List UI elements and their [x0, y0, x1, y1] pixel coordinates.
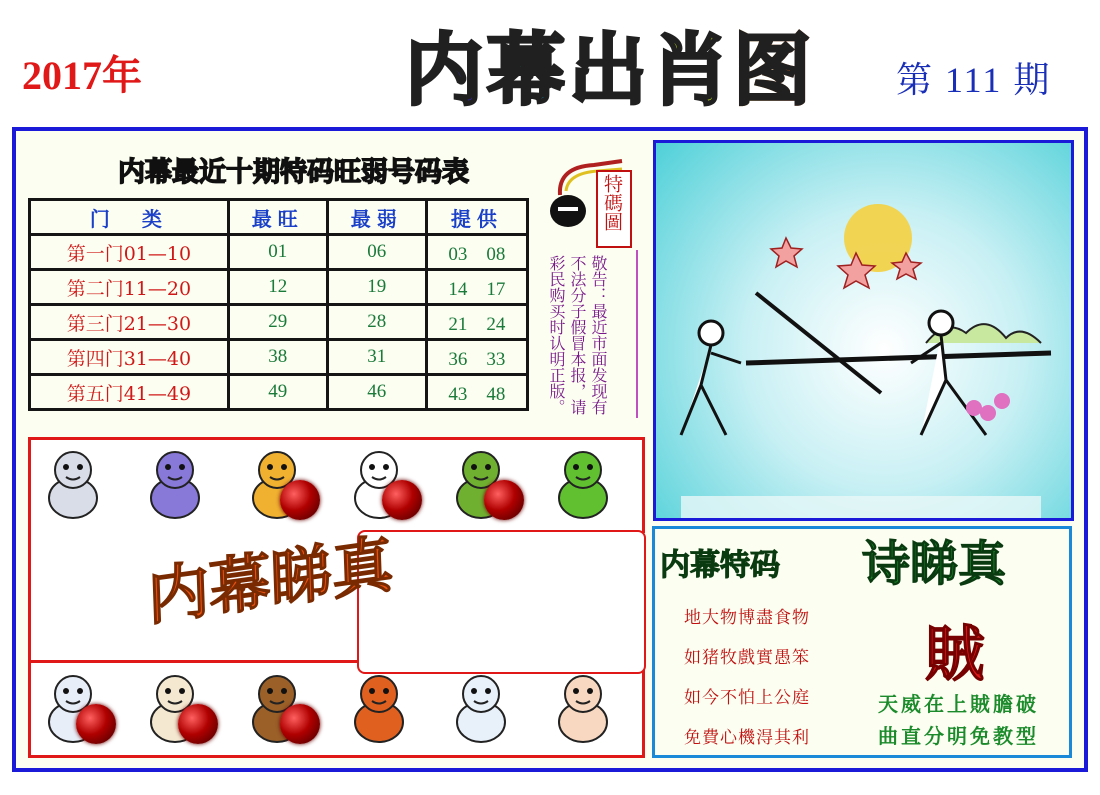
year-label: 2017年: [22, 53, 142, 98]
hot-cell: 49: [228, 375, 327, 410]
stamp-text: 特碼圖: [601, 174, 623, 231]
notice-divider: [636, 250, 638, 418]
title-char-3: 出: [569, 26, 648, 116]
notice-text: 敬告：最近市面发现有不法分子假冒本报，请彩民购买时认明正版。: [547, 255, 608, 415]
hot-cell: 12: [228, 270, 327, 305]
title-char-1: 内: [405, 26, 484, 116]
poem-line: 免費心機淂其利: [684, 728, 810, 748]
poem-line: 如今不怕上公庭: [684, 688, 810, 708]
cold-cell: 46: [327, 375, 426, 410]
table-row: [30, 340, 528, 375]
cold-cell: 06: [327, 235, 426, 270]
table-row: [30, 305, 528, 340]
mark-ball-icon: [76, 704, 116, 744]
hot-cell: 01: [228, 235, 327, 270]
door-cell: 第五门41—49: [30, 375, 229, 410]
hot-cell: 29: [228, 305, 327, 340]
hot-cold-table: [28, 198, 529, 411]
col-header-provide: 提供: [426, 200, 527, 235]
provide-cell: 43 48: [426, 375, 527, 410]
title-char-4: 肖: [651, 26, 730, 116]
table-row: [30, 375, 528, 410]
title-char-5: 图: [733, 26, 812, 116]
snake-icon: [546, 442, 620, 524]
inside-view-title: 内幕睇真: [146, 526, 395, 635]
table-row: [30, 270, 528, 305]
provide-cell: 14 17: [426, 270, 527, 305]
hint-line: 曲直分明免教型: [878, 724, 1039, 748]
col-header-hot: 最旺: [228, 200, 327, 235]
rooster-icon: [342, 666, 416, 748]
poem-title-small: 内幕特码: [660, 548, 780, 583]
door-cell: 第一门01—10: [30, 235, 229, 270]
provide-cell: 36 33: [426, 340, 527, 375]
mark-ball-icon: [280, 480, 320, 520]
cold-cell: 31: [327, 340, 426, 375]
table-row: [30, 235, 528, 270]
middle-blank-box: [357, 530, 646, 674]
cold-cell: 19: [327, 270, 426, 305]
poem-answer: 賊: [925, 620, 985, 690]
rat-icon: [36, 442, 110, 524]
two-people-carrying-pole-illustration: [656, 143, 1071, 518]
provide-cell: 21 24: [426, 305, 527, 340]
dog-icon: [444, 666, 518, 748]
poem-line: 地大物博盡食物: [684, 608, 810, 628]
bottom-animals-container: [36, 664, 636, 750]
door-cell: 第三门21—30: [30, 305, 229, 340]
provide-cell: 03 08: [426, 235, 527, 270]
hint-line: 天威在上賊膽破: [878, 692, 1039, 716]
poem-title-big: 诗睇真: [862, 536, 1007, 592]
main-title: [405, 26, 811, 116]
poem-line: 如猪牧戲實愚笨: [684, 648, 810, 668]
mark-ball-icon: [382, 480, 422, 520]
title-char-2: 幕: [487, 26, 566, 116]
table-header-row: [30, 200, 528, 235]
top-animals-container: [36, 440, 636, 526]
mark-ball-icon: [484, 480, 524, 520]
ox-icon: [138, 442, 212, 524]
table-title: 内幕最近十期特码旺弱号码表: [118, 157, 469, 188]
col-header-door: 门 类: [30, 200, 229, 235]
pig-icon: [546, 666, 620, 748]
door-cell: 第二门11—20: [30, 270, 229, 305]
mark-ball-icon: [178, 704, 218, 744]
illustration-panel: [653, 140, 1074, 521]
issue-number: 第 111 期: [896, 60, 1052, 100]
cold-cell: 28: [327, 305, 426, 340]
door-cell: 第四门31—40: [30, 340, 229, 375]
mark-ball-icon: [280, 704, 320, 744]
hot-cell: 38: [228, 340, 327, 375]
col-header-cold: 最弱: [327, 200, 426, 235]
